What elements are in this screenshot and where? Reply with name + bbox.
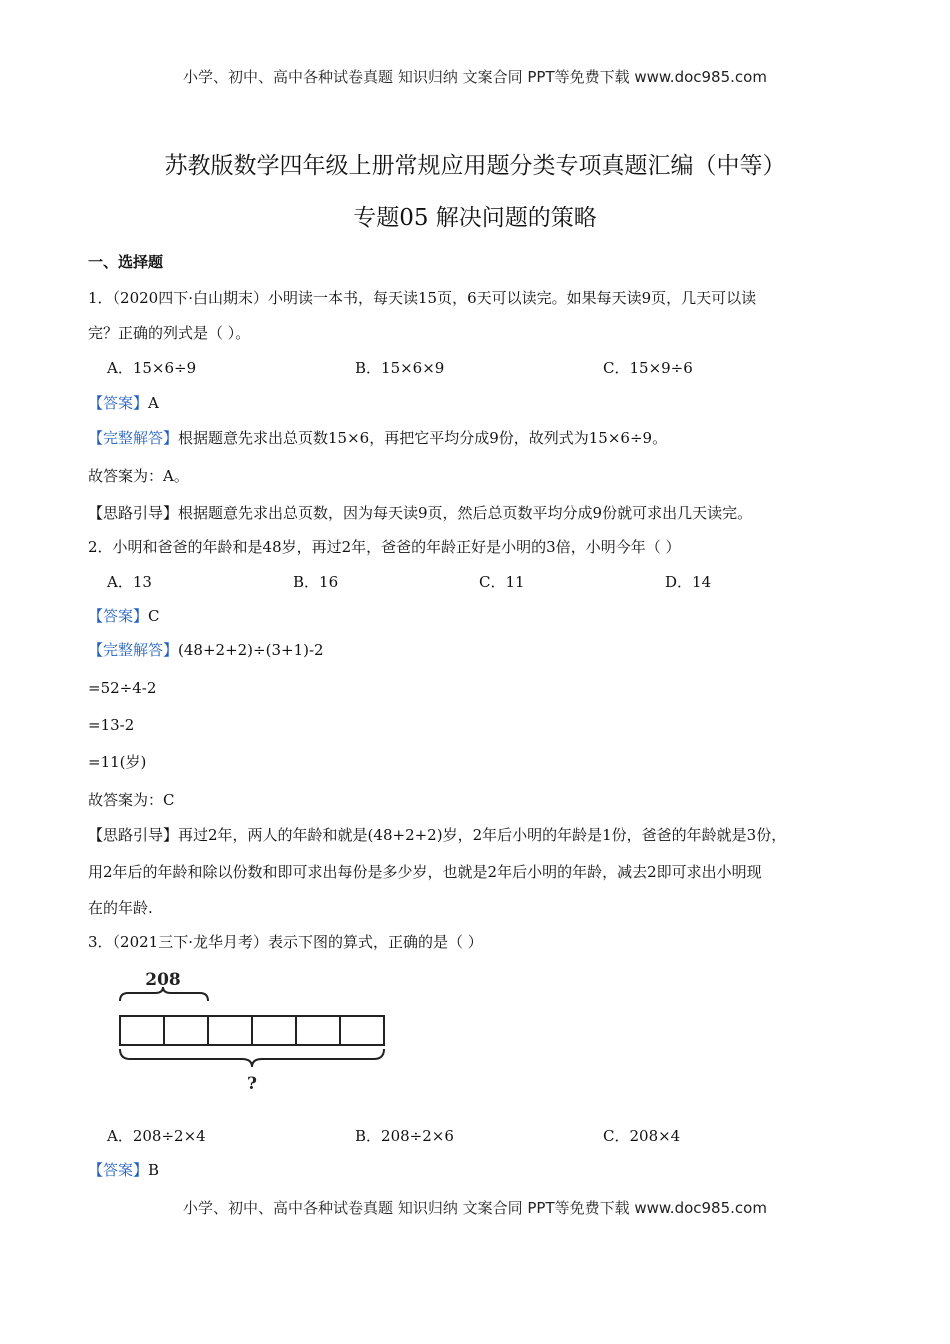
header-banner: 小学、初中、高中各种试卷真题 知识归纳 文案合同 PPT等免费下载 www.doc985.com [183,68,767,86]
q1-answer [88,393,159,413]
top-brace [120,987,208,1001]
answer-tag: 【答案】 [88,607,149,625]
q2-stem: 2．小明和爸爸的年龄和是48岁，再过2年，爸爸的年龄正好是小明的3倍，小明今年（ ） [88,538,681,556]
segment-diagram [115,965,390,1095]
q1-option-a: A．15×6÷9 [107,359,197,377]
document-subtitle: 专题05 解决问题的策略 [353,205,597,231]
solution-tag: 【完整解答】 [88,429,179,447]
q2-option-c: C．11 [479,573,525,591]
document-title: 苏教版数学四年级上册常规应用题分类专项真题汇编（中等） [164,153,786,179]
bottom-brace [120,1049,384,1067]
q1-option-b: B．15×6×9 [355,359,445,377]
q3-stem: 3．（2021三下·龙华月考）表示下图的算式，正确的是（ ） [88,933,483,951]
answer-value: C [148,607,160,625]
q2-conclusion: 故答案为：C [88,791,175,809]
q2-hint-line1 [88,825,786,845]
solution-text: 根据题意先求出总页数15×6，再把它平均分成9份，故列式为15×6÷9。 [178,429,668,447]
q2-option-d: D．14 [665,573,712,591]
hint-text: 再过2年，两人的年龄和就是(48+2+2)岁，2年后小明的年龄是1份，爸爸的年龄就是3份， [178,826,787,844]
section-heading: 一、选择题 [88,253,164,271]
hint-tag: 【思路引导】 [88,504,179,522]
q3-option-c: C．208×4 [603,1127,681,1145]
hint-tag: 【思路引导】 [88,826,179,844]
q2-solution [88,640,324,660]
q2-step-1: =52÷4-2 [88,679,157,697]
solution-tag: 【完整解答】 [88,641,179,659]
diagram-bottom-label: ? [247,1074,257,1094]
footer-banner: 小学、初中、高中各种试卷真题 知识归纳 文案合同 PPT等免费下载 www.doc985.com [183,1199,767,1217]
q2-answer [88,606,160,626]
q1-stem-line1: 1．（2020四下·白山期末）小明读一本书，每天读15页，6天可以读完。如果每天读9页，几天可以读 [88,289,757,307]
solution-text: (48+2+2)÷(3+1)-2 [178,641,324,659]
q2-hint-line2: 用2年后的年龄和除以份数和即可求出每份是多少岁，也就是2年后小明的年龄，减去2即可求出小明现 [88,863,762,881]
q1-solution [88,428,667,448]
q1-stem-line2: 完？正确的列式是（ ）。 [88,324,251,342]
q2-step-2: =13-2 [88,716,135,734]
q2-option-b: B．16 [293,573,339,591]
q1-option-c: C．15×9÷6 [603,359,693,377]
answer-tag: 【答案】 [88,1161,149,1179]
q2-hint-line3: 在的年龄. [88,899,153,917]
q3-option-a: A．208÷2×4 [107,1127,206,1145]
hint-text: 根据题意先求出总页数，因为每天读9页，然后总页数平均分成9份就可求出几天读完。 [178,504,753,522]
q1-hint [88,503,752,523]
answer-value: A [148,394,159,412]
q1-conclusion: 故答案为：A。 [88,467,189,485]
q3-option-b: B．208÷2×6 [355,1127,454,1145]
q3-answer [88,1160,159,1180]
q2-option-a: A．13 [107,573,152,591]
diagram-top-label: 208 [145,970,181,990]
answer-tag: 【答案】 [88,394,149,412]
q2-step-3: =11(岁) [88,753,147,771]
answer-value: B [148,1161,160,1179]
